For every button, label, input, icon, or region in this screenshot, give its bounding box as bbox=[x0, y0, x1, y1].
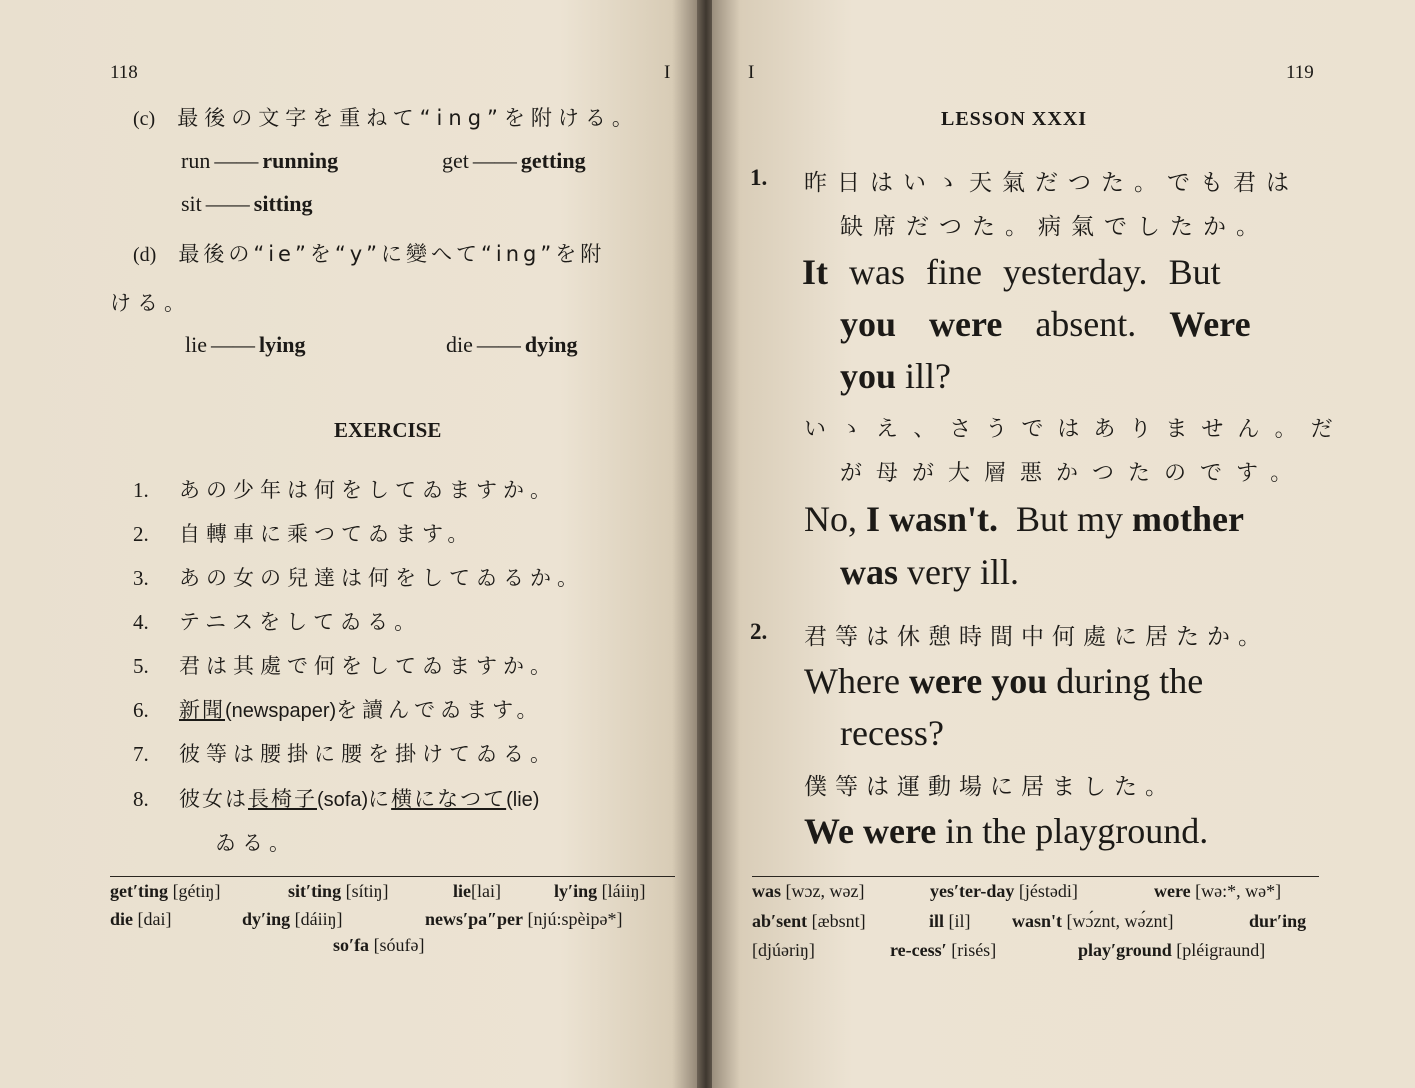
glossary-word: yes′ter-day bbox=[930, 881, 1015, 901]
exercise-number: 3. bbox=[133, 566, 149, 590]
example-base: lie bbox=[185, 332, 207, 357]
lesson-title: LESSON XXXI bbox=[941, 108, 1088, 130]
glossary-entry bbox=[1154, 881, 1281, 902]
exercise-item bbox=[133, 562, 584, 592]
example-form: getting bbox=[520, 148, 586, 173]
example-base: get bbox=[442, 148, 469, 173]
exercise-text: 彼等は腰掛に腰を掛けてゐる。 bbox=[179, 742, 557, 766]
glossary-entry bbox=[453, 881, 501, 902]
glossary-ipa: [djúəriŋ] bbox=[752, 940, 815, 960]
exercise-text: あの女の兒達は何をしてゐるか。 bbox=[179, 566, 584, 590]
english-line bbox=[840, 303, 1251, 345]
example-base: die bbox=[446, 332, 473, 357]
left-page bbox=[0, 0, 700, 1088]
english-bold: Were bbox=[1169, 304, 1251, 344]
exercise-number: 1. bbox=[133, 478, 149, 502]
english-bold: were you bbox=[908, 661, 1048, 701]
example-form: dying bbox=[524, 332, 578, 357]
glossary-ipa: [dai] bbox=[137, 909, 172, 929]
glossary-word: get′ting bbox=[110, 881, 169, 901]
english-bold: It bbox=[802, 252, 828, 292]
english-text: No, bbox=[804, 499, 857, 539]
glossary-entry bbox=[752, 881, 864, 902]
exercise-item bbox=[133, 738, 557, 768]
english-bold: mother bbox=[1132, 499, 1245, 539]
japanese-line: 僕等は運動場に居ました。 bbox=[804, 774, 1176, 800]
exercise-number: 7. bbox=[133, 742, 149, 766]
glossary-word: were bbox=[1154, 881, 1191, 901]
glossary-word: wasn't bbox=[1012, 911, 1063, 931]
glossary-word: play′ground bbox=[1078, 940, 1172, 960]
glossary-ipa: [æbsnt] bbox=[811, 911, 866, 931]
exercise-text: 自轉車に乘つてゐます。 bbox=[179, 522, 475, 546]
glossary-word: re-cess′ bbox=[890, 940, 947, 960]
example-run bbox=[181, 148, 338, 174]
example-sit bbox=[181, 191, 312, 217]
example-base: run bbox=[181, 148, 211, 173]
exercise-text: あの少年は何をしてゐますか。 bbox=[179, 478, 557, 502]
glossary-word: news′pa″per bbox=[425, 909, 524, 929]
english-line bbox=[840, 355, 951, 397]
rule-text: 最後の“ie”を“y”に變へて“ing”を附 bbox=[178, 242, 606, 266]
english-text: But my bbox=[1016, 499, 1124, 539]
running-head: I bbox=[664, 62, 671, 83]
glossary-ipa: [láiiŋ] bbox=[601, 881, 646, 901]
page-number: 119 bbox=[1286, 62, 1314, 83]
exercise-text: を讀んでゐます。 bbox=[336, 698, 543, 722]
glossary-entry bbox=[333, 935, 425, 956]
english-line bbox=[840, 551, 1019, 593]
glossary-word: sit′ting bbox=[288, 881, 342, 901]
running-head: I bbox=[748, 62, 755, 83]
item-number: 2. bbox=[750, 619, 768, 644]
english-bold: We were bbox=[804, 811, 937, 851]
glossary-entry bbox=[929, 911, 971, 932]
exercise-text: 新聞 bbox=[179, 698, 225, 722]
glossary-ipa: [njú:spèipə*] bbox=[527, 909, 623, 929]
exercise-number: 6. bbox=[133, 698, 149, 722]
page-number: 118 bbox=[110, 62, 138, 83]
rule-label: (d) bbox=[133, 244, 157, 266]
english-line bbox=[804, 810, 1208, 852]
exercise-text: に bbox=[368, 787, 392, 811]
english-text: But bbox=[1168, 252, 1221, 292]
english-text: very ill. bbox=[907, 552, 1019, 592]
japanese-line: が母が大層悪かつたのです。 bbox=[840, 461, 1307, 486]
glossary-word: dy′ing bbox=[242, 909, 291, 929]
glossary-word: ab′sent bbox=[752, 911, 808, 931]
glossary-ipa: [gétiŋ] bbox=[172, 881, 221, 901]
example-form: lying bbox=[259, 332, 306, 357]
exercise-number: 8. bbox=[133, 787, 149, 811]
exercise-item bbox=[133, 694, 543, 724]
english-bold: you were bbox=[840, 304, 1003, 344]
divider bbox=[752, 876, 1319, 877]
rule-label: (c) bbox=[133, 108, 156, 130]
glossary-word: so′fa bbox=[333, 935, 370, 955]
item-number: 1. bbox=[750, 165, 768, 190]
english-text: in the playground. bbox=[945, 811, 1209, 851]
glossary-word: ill bbox=[929, 911, 945, 931]
glossary-ipa: [pléigraund] bbox=[1176, 940, 1266, 960]
exercise-item bbox=[133, 474, 557, 504]
english-line bbox=[804, 498, 1244, 540]
example-dash: —— bbox=[476, 332, 521, 357]
exercise-text: 君は其處で何をしてゐますか。 bbox=[179, 654, 557, 678]
glossary-entry bbox=[930, 881, 1078, 902]
glossary-ipa: [sítiŋ] bbox=[345, 881, 389, 901]
japanese-line: 君等は休憩時間中何處に居たか。 bbox=[804, 624, 1269, 650]
glossary-ipa: [il] bbox=[948, 911, 971, 931]
example-form: running bbox=[262, 148, 339, 173]
english-bold: you bbox=[840, 356, 897, 396]
glossary-entry bbox=[288, 881, 388, 902]
exercise-number: 2. bbox=[133, 522, 149, 546]
example-dash: —— bbox=[214, 148, 259, 173]
exercise-number: 5. bbox=[133, 654, 149, 678]
exercise-item bbox=[133, 783, 539, 813]
exercise-item bbox=[133, 518, 474, 548]
glossary-ipa: [jéstədi] bbox=[1018, 881, 1078, 901]
example-get bbox=[442, 148, 586, 174]
glossary-word: was bbox=[752, 881, 782, 901]
rule-text-continued: ける。 bbox=[110, 291, 191, 315]
glossary-ipa: [lai] bbox=[471, 881, 501, 901]
glossary-ipa: [wɔz, wəz] bbox=[785, 881, 865, 901]
glossary-ipa: [risés] bbox=[951, 940, 997, 960]
english-text: was fine yesterday. bbox=[849, 252, 1148, 292]
english-text: absent. bbox=[1035, 304, 1137, 344]
english-bold: I wasn't. bbox=[866, 499, 999, 539]
glossary-word: ly′ing bbox=[554, 881, 598, 901]
example-dash: —— bbox=[472, 148, 517, 173]
glossary-entry bbox=[1249, 911, 1306, 932]
english-text: ill? bbox=[905, 356, 952, 396]
exercise-text-continued: ゐる。 bbox=[215, 831, 296, 855]
example-dash: —— bbox=[205, 191, 250, 216]
example-die bbox=[446, 332, 577, 358]
exercise-gloss: (sofa) bbox=[317, 789, 369, 811]
english-text: Where bbox=[804, 661, 900, 701]
glossary-ipa: [wə:*, wə*] bbox=[1195, 881, 1282, 901]
glossary-word: die bbox=[110, 909, 134, 929]
glossary-entry bbox=[110, 881, 220, 902]
exercise-number: 4. bbox=[133, 610, 149, 634]
glossary-ipa: [dáiiŋ] bbox=[294, 909, 343, 929]
glossary-ipa: [wɔ́znt, wə́znt] bbox=[1066, 911, 1174, 931]
glossary-entry bbox=[752, 911, 866, 932]
english-line: recess? bbox=[840, 713, 944, 753]
english-line bbox=[804, 660, 1203, 702]
japanese-line: 昨日はいゝ天氣だつた。でも君は bbox=[804, 170, 1299, 196]
exercise-item bbox=[133, 650, 557, 680]
glossary-word: dur′ing bbox=[1249, 911, 1307, 931]
exercise-text: 横になつて bbox=[391, 787, 507, 811]
right-page bbox=[712, 0, 1415, 1088]
glossary-ipa: [sóufə] bbox=[373, 935, 425, 955]
glossary-entry bbox=[890, 940, 996, 961]
glossary-word: lie bbox=[453, 881, 471, 901]
japanese-line: 缺席だつた。病氣でしたか。 bbox=[840, 214, 1269, 240]
glossary-entry bbox=[1012, 911, 1173, 932]
english-line bbox=[802, 251, 1221, 293]
exercise-text: 長椅子 bbox=[248, 787, 317, 811]
glossary-entry bbox=[1078, 940, 1265, 961]
example-dash: —— bbox=[211, 332, 255, 357]
example-form: sitting bbox=[253, 191, 313, 216]
english-bold: was bbox=[840, 552, 899, 592]
exercise-text: テニスをしてゐる。 bbox=[179, 610, 422, 634]
exercise-text: 彼女は bbox=[179, 787, 248, 811]
glossary-entry bbox=[554, 881, 645, 902]
exercise-title: EXERCISE bbox=[334, 418, 442, 442]
example-lie bbox=[185, 332, 305, 358]
rule-d bbox=[133, 238, 605, 268]
exercise-gloss: (newspaper) bbox=[225, 700, 337, 722]
divider bbox=[110, 876, 675, 877]
glossary-entry bbox=[242, 909, 342, 930]
japanese-line: いゝえ、さうではありません。だ bbox=[804, 417, 1347, 442]
exercise-item bbox=[133, 606, 421, 636]
rule-text: 最後の文字を重ねて“ing”を附ける。 bbox=[177, 106, 639, 130]
glossary-entry bbox=[425, 909, 623, 930]
example-base: sit bbox=[181, 191, 202, 216]
exercise-gloss: (lie) bbox=[506, 789, 540, 811]
english-text: during the bbox=[1056, 661, 1204, 701]
rule-c bbox=[133, 102, 639, 132]
glossary-entry bbox=[110, 909, 172, 930]
